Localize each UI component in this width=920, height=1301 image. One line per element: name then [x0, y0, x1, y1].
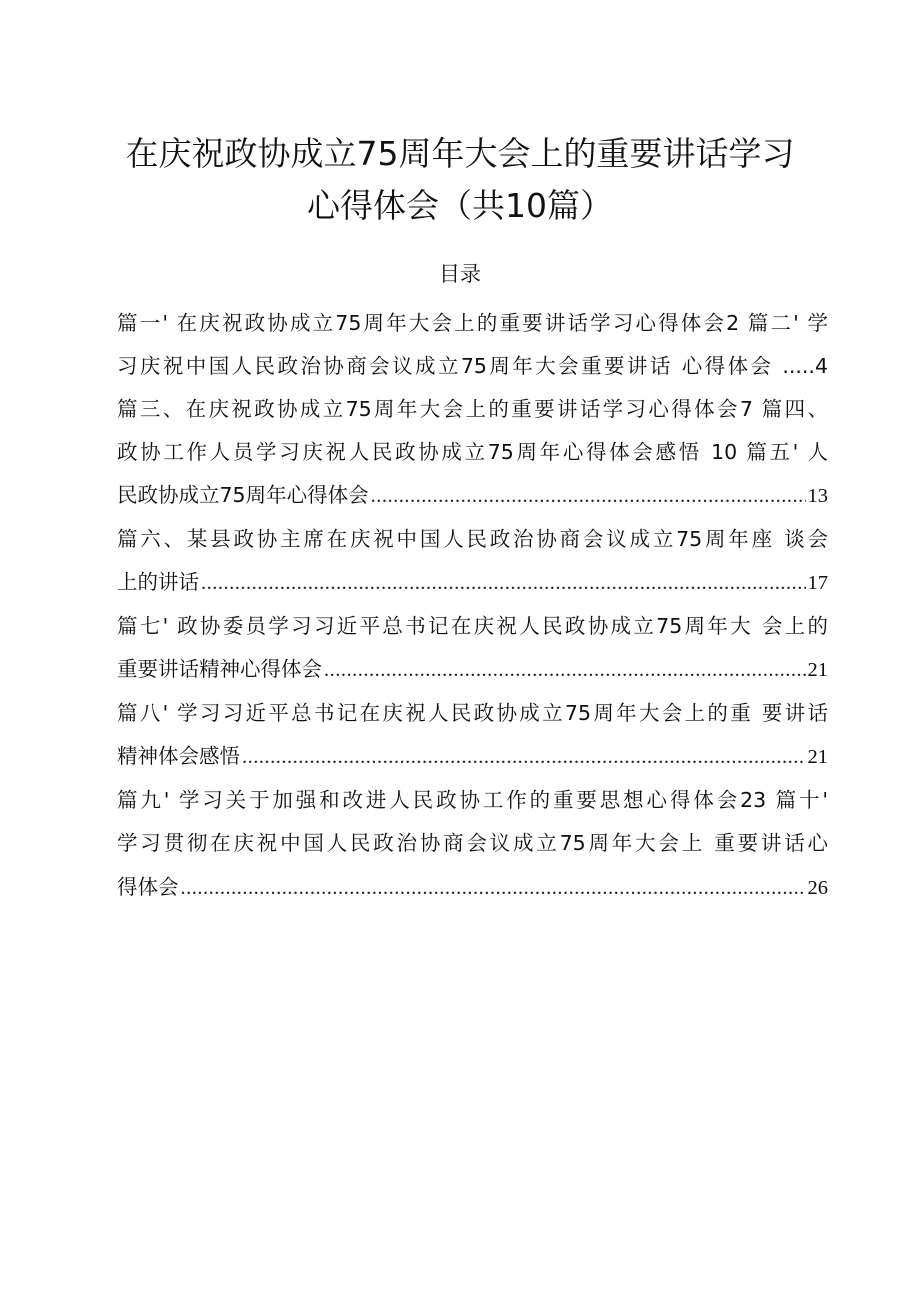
toc-line: 篇八' 学习习近平总书记在庆祝人民政协成立75周年大会上的重 要讲话 [117, 701, 828, 725]
toc-line: 政协工作人员学习庆祝人民政协成立75周年心得体会感悟 10 篇五' 人 [117, 440, 828, 464]
toc-page-number: 21 [807, 659, 828, 681]
toc-leader-dots [201, 568, 806, 597]
toc-line [117, 654, 828, 684]
toc-page-number: 26 [807, 877, 828, 899]
toc-line-text: 重要讲话精神心得体会 [117, 657, 322, 681]
toc-line-text: 得体会 [117, 875, 179, 899]
toc-line: 学习贯彻在庆祝中国人民政治协商会议成立75周年大会上 重要讲话心 [117, 831, 828, 855]
toc-leader-dots [371, 481, 806, 510]
toc-line: 习庆祝中国人民政治协商会议成立75周年大会重要讲话 心得体会 .....4 [117, 354, 828, 378]
document-title-line-2: 心得体会（共10篇） [307, 186, 613, 225]
toc-line [117, 741, 828, 771]
toc-line: 篇七' 政协委员学习习近平总书记在庆祝人民政协成立75周年大 会上的 [117, 614, 828, 638]
toc-heading: 目录 [439, 262, 481, 286]
toc-line-text: 民政协成立75周年心得体会 [117, 483, 369, 507]
toc-page-number: 17 [807, 572, 828, 594]
toc-line-text: 精神体会感悟 [117, 744, 240, 768]
toc-line: 篇六、某县政协主席在庆祝中国人民政治协商会议成立75周年座 谈会 [117, 527, 828, 551]
document-title-line-1: 在庆祝政协成立75周年大会上的重要讲话学习 [125, 134, 795, 173]
toc-line-text: 上的讲话 [117, 570, 199, 594]
toc-line: 篇三、在庆祝政协成立75周年大会上的重要讲话学习心得体会7 篇四、 [117, 397, 828, 421]
toc-line [117, 480, 828, 510]
toc-line: 篇一' 在庆祝政协成立75周年大会上的重要讲话学习心得体会2 篇二' 学 [117, 311, 828, 335]
toc-line [117, 567, 828, 597]
toc-leader-dots [242, 742, 806, 771]
toc-leader-dots [181, 873, 806, 902]
toc-line [117, 872, 828, 902]
toc-line: 篇九' 学习关于加强和改进人民政协工作的重要思想心得体会23 篇十' [117, 788, 828, 812]
toc-page-number: 21 [807, 746, 828, 768]
toc-page-number: 13 [807, 485, 828, 507]
toc-leader-dots [324, 655, 806, 684]
